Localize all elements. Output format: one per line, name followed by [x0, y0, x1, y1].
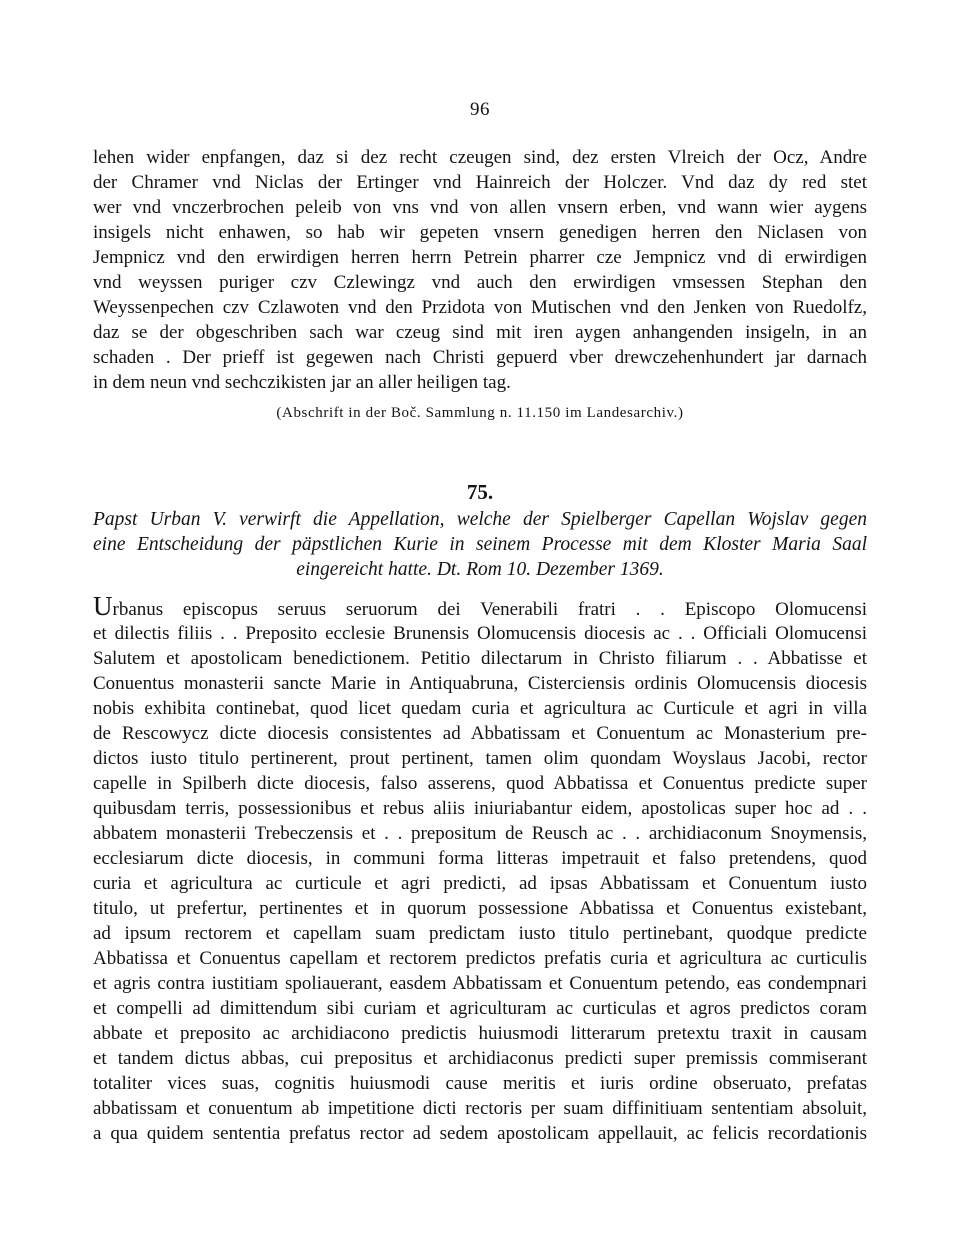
text-line: totaliter vices suas, cognitis huiusmodi cause meritis et iuris ordine obseruato, prefatas [93, 1073, 867, 1094]
text-line: lehen wider enpfangen, daz si dez recht czeugen sind, dez ersten Vlreich der Ocz, Andre [93, 147, 867, 168]
text-line: wer vnd vnczerbrochen peleib von vns vnd von allen vnsern erben, vnd wann wier aygens [93, 197, 867, 218]
text-line: capelle in Spilberh dicte diocesis, falso asserens, quod Abbatissa et Conuentus predicte super [93, 773, 867, 794]
text-line: Weyssenpechen czv Czlawoten vnd den Przidota von Mutischen vnd den Jenken von Ruedolfz, [93, 297, 867, 318]
regest-line: Papst Urban V. verwirft die Appellation, welche der Spielberger Capellan Wojslav gegen [93, 509, 867, 530]
text-line: ecclesiarum dicte diocesis, in communi forma litteras impetrauit et falso pretendens, quod [93, 848, 867, 869]
text-line: der Chramer vnd Niclas der Ertinger vnd Hainreich der Holczer. Vnd daz dy red stet [93, 172, 867, 193]
text-line: dictos iusto titulo pertinerent, prout pertinent, tamen olim quondam Woyslaus Jacobi, rector [93, 748, 867, 769]
source-note: (Abschrift in der Boč. Sammlung n. 11.150 im Landesarchiv.) [276, 405, 684, 421]
text-line: Salutem et apostolicam benedictionem. Petitio dilectarum in Christo filiarum . . Abbatisse et [93, 648, 867, 669]
text-line: nobis exhibita continebat, quod licet quedam curia et agricultura ac Curticule et agri in villa [93, 698, 867, 719]
text-line: et tandem dictus abbas, cui prepositus et archidiaconus predicti super premissis commiserant [93, 1048, 867, 1069]
preceding-document-text [93, 145, 867, 395]
regest-line: eine Entscheidung der päpstlichen Kurie in seinem Processe mit dem Kloster Maria Saal [93, 534, 867, 555]
text-line: abbate et preposito ac archidiacono predictis huiusmodi litterarum pretextu traxit in causam [93, 1023, 867, 1044]
text-line-first [93, 591, 867, 621]
text-line: schaden . Der prieff ist gegewen nach Christi gepuerd vber drewczehenhundert jar darnach [93, 347, 867, 368]
text-line: abbatem monasterii Trebeczensis et . . prepositum de Reusch ac . . archidiaconum Snoymensis, [93, 823, 867, 844]
regest-line: eingereicht hatte. Dt. Rom 10. Dezember 1369. [296, 559, 664, 580]
text-line: de Rescowycz dicte diocesis consistentes ad Abbatissam et Conuentum ac Monasterium pre- [93, 723, 867, 744]
text-line: abbatissam et conuentum ab impetitione dicti rectoris per suam diffinitiuam sententiam absoluit, [93, 1098, 867, 1119]
first-line-rest: rbanus episcopus seruus seruorum dei Venerabili fratri . . Episcopo Olomucensi [112, 599, 867, 620]
text-line: in dem neun vnd sechczikisten jar an aller heiligen tag. [93, 372, 511, 393]
text-line: quibusdam terris, possessionibus et rebus aliis iniuriabantur eidem, apostolicas super hoc ad . . [93, 798, 867, 819]
text-line: Jempnicz vnd den erwirdigen herren herrn Petrein pharrer cze Jempnicz vnd di erwirdigen [93, 247, 867, 268]
initial-letter: U [93, 591, 113, 621]
text-line: Abbatissa et Conuentus capellam et rectorem predictos prefatis curia et agricultura ac curticulis [93, 948, 867, 969]
document-regest [93, 507, 867, 582]
document-text [93, 591, 867, 1146]
text-line: Conuentus monasterii sancte Marie in Antiquabruna, Cisterciensis ordinis Olomucensis diocesis [93, 673, 867, 694]
text-line: insigels nicht enhawen, so hab wir gepeten vnsern genedigen herren den Niclasen von [93, 222, 867, 243]
text-line: curia et agricultura ac curticule et agri predicti, ad ipsas Abbatissam et Conuentum iusto [93, 873, 867, 894]
text-line: titulo, ut prefertur, pertinentes et in quorum possessione Abbatissa et Conuentus existebant, [93, 898, 867, 919]
text-line: et dilectis filiis . . Preposito ecclesie Brunensis Olomucensis diocesis ac . . Officiali Olomucensi [93, 623, 867, 644]
text-line: a qua quidem sententia prefatus rector ad sedem apostolicam appellauit, ac felicis recordationis [93, 1123, 867, 1144]
text-line: daz se der obgeschriben sach war czeug sind mit iren aygen anhangenden insigeln, in an [93, 322, 867, 343]
text-line: et compelli ad dimittendum sibi curiam et agriculturam ac curticulas et agros predictos coram [93, 998, 867, 1019]
page-number: 96 [470, 99, 490, 120]
text-line: ad ipsum rectorem et capellam suam predictam iusto titulo pertinebant, quodque predicte [93, 923, 867, 944]
document-number: 75. [466, 480, 494, 504]
text-line: et agris contra iustitiam spoliauerant, easdem Abbatissam et Conuentum petendo, eas condempnari [93, 973, 867, 994]
text-line: vnd weyssen puriger czv Czlewingz vnd auch den erwirdigen vmsessen Stephan den [93, 272, 867, 293]
